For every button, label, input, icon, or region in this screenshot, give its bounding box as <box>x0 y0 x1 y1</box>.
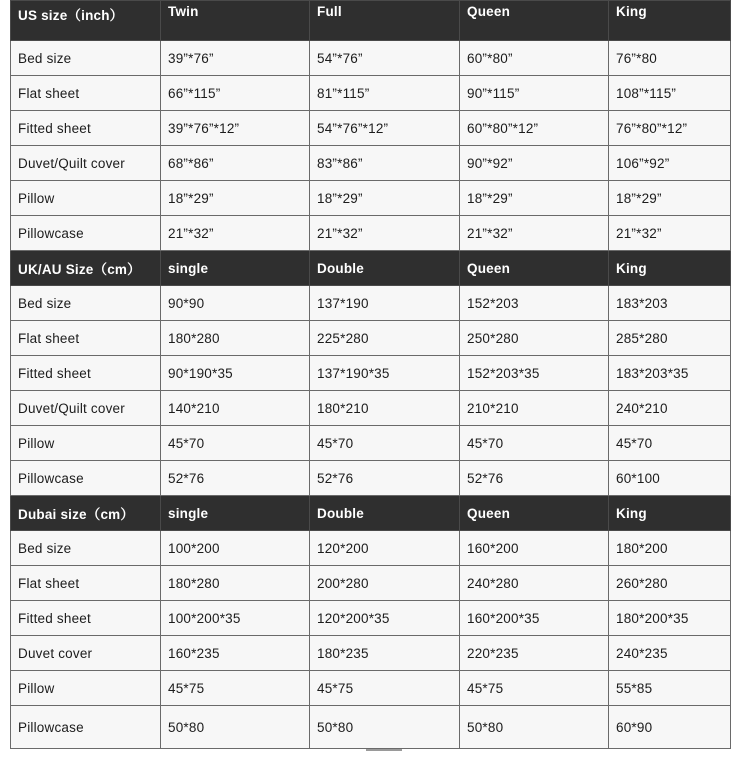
row-label: Pillowcase <box>11 461 161 496</box>
size-cell: 90*190*35 <box>161 356 310 391</box>
size-cell: 90”*92” <box>460 146 609 181</box>
section-title: Dubai size（cm） <box>11 496 161 531</box>
size-cell: 76”*80”*12” <box>609 111 731 146</box>
size-cell: 21”*32” <box>161 216 310 251</box>
table-row <box>11 181 731 216</box>
column-header: Queen <box>460 496 609 531</box>
size-cell: 45*70 <box>609 426 731 461</box>
size-cell: 18”*29” <box>161 181 310 216</box>
size-cell: 18”*29” <box>310 181 460 216</box>
size-table-body <box>11 1 731 749</box>
table-row <box>11 531 731 566</box>
row-label: Pillowcase <box>11 706 161 749</box>
size-cell: 21”*32” <box>310 216 460 251</box>
column-header: single <box>161 496 310 531</box>
size-cell: 81”*115” <box>310 76 460 111</box>
size-cell: 183*203*35 <box>609 356 731 391</box>
row-label: Duvet/Quilt cover <box>11 146 161 181</box>
size-cell: 240*235 <box>609 636 731 671</box>
size-cell: 240*210 <box>609 391 731 426</box>
table-row <box>11 706 731 749</box>
size-cell: 240*280 <box>460 566 609 601</box>
size-cell: 260*280 <box>609 566 731 601</box>
size-cell: 45*75 <box>310 671 460 706</box>
size-cell: 60*100 <box>609 461 731 496</box>
size-cell: 225*280 <box>310 321 460 356</box>
size-cell: 200*280 <box>310 566 460 601</box>
size-cell: 180*210 <box>310 391 460 426</box>
size-cell: 55*85 <box>609 671 731 706</box>
table-row <box>11 671 731 706</box>
size-cell: 137*190 <box>310 286 460 321</box>
table-row <box>11 461 731 496</box>
column-header: King <box>609 1 731 41</box>
row-label: Duvet cover <box>11 636 161 671</box>
size-cell: 60*90 <box>609 706 731 749</box>
size-cell: 45*70 <box>460 426 609 461</box>
size-cell: 120*200*35 <box>310 601 460 636</box>
size-cell: 52*76 <box>310 461 460 496</box>
size-cell: 60”*80” <box>460 41 609 76</box>
table-row <box>11 636 731 671</box>
size-cell: 180*200*35 <box>609 601 731 636</box>
size-cell: 152*203*35 <box>460 356 609 391</box>
us-size-header-row <box>11 1 731 41</box>
section-title: US size（inch） <box>11 1 161 41</box>
uk-au-size-header-row <box>11 251 731 286</box>
size-cell: 21”*32” <box>460 216 609 251</box>
size-cell: 76”*80 <box>609 41 731 76</box>
size-cell: 50*80 <box>310 706 460 749</box>
size-cell: 50*80 <box>161 706 310 749</box>
row-label: Fitted sheet <box>11 356 161 391</box>
size-cell: 210*210 <box>460 391 609 426</box>
table-row <box>11 41 731 76</box>
table-row <box>11 216 731 251</box>
table-row <box>11 321 731 356</box>
size-cell: 45*75 <box>161 671 310 706</box>
size-cell: 39”*76” <box>161 41 310 76</box>
size-cell: 45*75 <box>460 671 609 706</box>
column-header: Queen <box>460 1 609 41</box>
size-cell: 90”*115” <box>460 76 609 111</box>
size-cell: 50*80 <box>460 706 609 749</box>
size-cell: 60”*80”*12” <box>460 111 609 146</box>
table-row <box>11 146 731 181</box>
table-row <box>11 601 731 636</box>
column-header: Double <box>310 496 460 531</box>
size-cell: 183*203 <box>609 286 731 321</box>
column-header: Queen <box>460 251 609 286</box>
size-cell: 285*280 <box>609 321 731 356</box>
size-cell: 152*203 <box>460 286 609 321</box>
row-label: Pillowcase <box>11 216 161 251</box>
column-header: Twin <box>161 1 310 41</box>
row-label: Bed size <box>11 41 161 76</box>
size-cell: 21”*32” <box>609 216 731 251</box>
size-cell: 108”*115” <box>609 76 731 111</box>
size-cell: 140*210 <box>161 391 310 426</box>
row-label: Pillow <box>11 671 161 706</box>
row-label: Fitted sheet <box>11 111 161 146</box>
size-cell: 66”*115” <box>161 76 310 111</box>
row-label: Pillow <box>11 181 161 216</box>
table-row <box>11 111 731 146</box>
size-cell: 250*280 <box>460 321 609 356</box>
size-cell: 160*200 <box>460 531 609 566</box>
size-cell: 54”*76” <box>310 41 460 76</box>
row-label: Flat sheet <box>11 321 161 356</box>
row-label: Fitted sheet <box>11 601 161 636</box>
dubai-size-header-row <box>11 496 731 531</box>
table-row <box>11 76 731 111</box>
size-cell: 39”*76”*12” <box>161 111 310 146</box>
size-cell: 52*76 <box>460 461 609 496</box>
column-header: King <box>609 251 731 286</box>
size-cell: 18”*29” <box>609 181 731 216</box>
size-cell: 160*200*35 <box>460 601 609 636</box>
bedding-size-table <box>10 0 731 749</box>
size-cell: 137*190*35 <box>310 356 460 391</box>
row-label: Duvet/Quilt cover <box>11 391 161 426</box>
size-cell: 45*70 <box>161 426 310 461</box>
row-label: Flat sheet <box>11 76 161 111</box>
bottom-divider-mark <box>366 749 402 751</box>
size-cell: 220*235 <box>460 636 609 671</box>
column-header: Double <box>310 251 460 286</box>
row-label: Pillow <box>11 426 161 461</box>
table-row <box>11 356 731 391</box>
row-label: Bed size <box>11 531 161 566</box>
table-row <box>11 566 731 601</box>
size-cell: 68”*86” <box>161 146 310 181</box>
size-cell: 160*235 <box>161 636 310 671</box>
size-cell: 90*90 <box>161 286 310 321</box>
size-cell: 106”*92” <box>609 146 731 181</box>
table-row <box>11 286 731 321</box>
size-cell: 120*200 <box>310 531 460 566</box>
size-cell: 180*280 <box>161 321 310 356</box>
column-header: Full <box>310 1 460 41</box>
table-row <box>11 391 731 426</box>
row-label: Flat sheet <box>11 566 161 601</box>
size-cell: 180*200 <box>609 531 731 566</box>
row-label: Bed size <box>11 286 161 321</box>
size-cell: 18”*29” <box>460 181 609 216</box>
size-cell: 180*235 <box>310 636 460 671</box>
size-cell: 83”*86” <box>310 146 460 181</box>
size-cell: 52*76 <box>161 461 310 496</box>
section-title: UK/AU Size（cm） <box>11 251 161 286</box>
table-row <box>11 426 731 461</box>
column-header: single <box>161 251 310 286</box>
size-cell: 100*200 <box>161 531 310 566</box>
column-header: King <box>609 496 731 531</box>
size-cell: 45*70 <box>310 426 460 461</box>
size-cell: 54”*76”*12” <box>310 111 460 146</box>
size-cell: 100*200*35 <box>161 601 310 636</box>
size-cell: 180*280 <box>161 566 310 601</box>
